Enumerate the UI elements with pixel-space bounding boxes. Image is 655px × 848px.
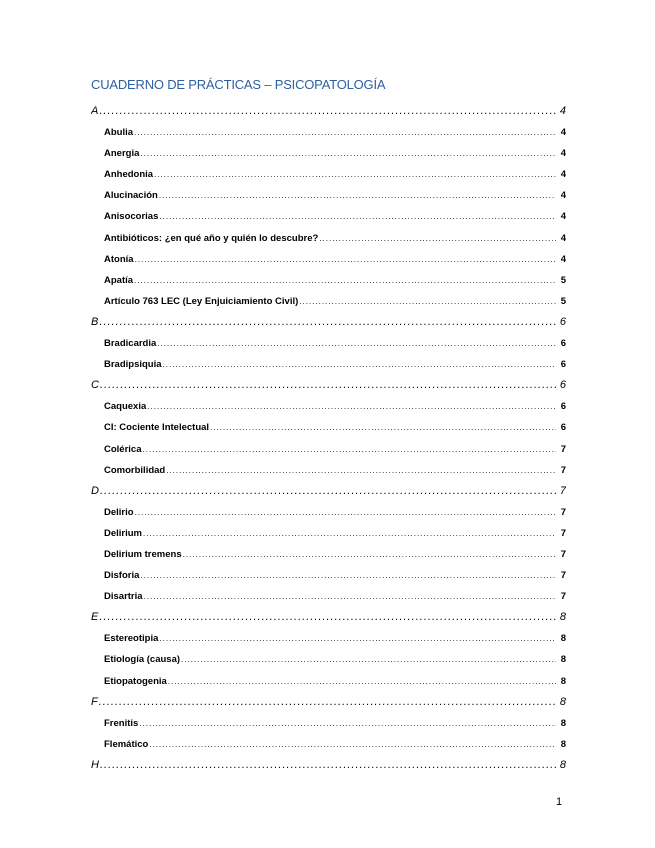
toc-entry-label: D	[91, 484, 99, 497]
toc-dot-leader	[157, 333, 556, 354]
toc-entry-label: Etiopatogenia	[104, 675, 167, 687]
toc-dot-leader	[99, 607, 556, 628]
toc-entry[interactable]	[91, 671, 566, 692]
toc-dot-leader	[159, 185, 556, 206]
toc-entry-label: Disartria	[104, 591, 143, 603]
toc-dot-leader	[99, 692, 556, 713]
toc-entry-label: Comorbilidad	[104, 464, 166, 476]
toc-entry-page: 6	[559, 315, 566, 328]
toc-entry-label: Bradicardia	[104, 338, 157, 350]
toc-entry[interactable]	[91, 460, 566, 481]
toc-dot-leader	[166, 460, 556, 481]
document-title: CUADERNO DE PRÁCTICAS – PSICOPATOLOGÍA	[91, 77, 386, 92]
toc-entry[interactable]	[91, 228, 566, 249]
toc-dot-leader	[140, 565, 556, 586]
toc-entry-page: 6	[560, 359, 566, 371]
toc-entry-page: 7	[560, 527, 566, 539]
toc-entry[interactable]	[91, 333, 566, 354]
toc-entry[interactable]	[91, 291, 566, 312]
toc-entry-label: Apatía	[104, 274, 134, 286]
toc-entry[interactable]	[91, 628, 566, 649]
toc-dot-leader	[147, 396, 556, 417]
toc-dot-leader	[100, 755, 556, 776]
toc-entry-label: CI: Cociente Intelectual	[104, 422, 210, 434]
toc-entry-label: Estereotipia	[104, 633, 159, 645]
toc-entry-page: 7	[560, 548, 566, 560]
toc-entry-label: Bradipsiquia	[104, 359, 162, 371]
toc-entry-page: 7	[559, 484, 566, 497]
toc-dot-leader	[154, 164, 556, 185]
toc-entry-label: Delirio	[104, 506, 134, 518]
toc-entry[interactable]	[91, 586, 566, 607]
toc-entry-page: 4	[560, 127, 566, 139]
toc-entry-label: C	[91, 379, 99, 392]
toc-entry[interactable]	[91, 270, 566, 291]
toc-dot-leader	[139, 713, 556, 734]
toc-entry-page: 4	[560, 211, 566, 223]
toc-entry-page: 4	[560, 253, 566, 265]
toc-entry[interactable]	[91, 649, 566, 670]
toc-section-entry[interactable]	[91, 312, 566, 333]
toc-entry-page: 8	[560, 675, 566, 687]
toc-dot-leader	[144, 586, 556, 607]
toc-entry-label: Abulia	[104, 127, 134, 139]
toc-entry-page: 6	[560, 338, 566, 350]
toc-entry-page: 7	[560, 506, 566, 518]
toc-section-entry[interactable]	[91, 692, 566, 713]
toc-entry[interactable]	[91, 544, 566, 565]
toc-entry-label: Colérica	[104, 443, 142, 455]
toc-entry-page: 4	[560, 169, 566, 181]
toc-entry-label: Delirium tremens	[104, 548, 182, 560]
toc-dot-leader	[163, 354, 556, 375]
toc-dot-leader	[134, 122, 556, 143]
toc-dot-leader	[99, 101, 556, 122]
toc-entry-page: 4	[560, 190, 566, 202]
toc-entry-label: Disforia	[104, 570, 140, 582]
toc-entry-page: 8	[559, 695, 566, 708]
toc-dot-leader	[143, 523, 556, 544]
toc-entry[interactable]	[91, 439, 566, 460]
toc-entry[interactable]	[91, 249, 566, 270]
table-of-contents	[91, 101, 566, 776]
toc-entry[interactable]	[91, 122, 566, 143]
toc-section-entry[interactable]	[91, 375, 566, 396]
toc-entry-page: 7	[560, 443, 566, 455]
toc-dot-leader	[159, 628, 556, 649]
toc-entry[interactable]	[91, 565, 566, 586]
toc-entry[interactable]	[91, 523, 566, 544]
toc-entry-label: Caquexia	[104, 401, 147, 413]
toc-entry-page: 5	[560, 295, 566, 307]
toc-entry-page: 7	[560, 591, 566, 603]
toc-section-entry[interactable]	[91, 101, 566, 122]
toc-entry-page: 6	[560, 401, 566, 413]
toc-entry-page: 8	[559, 758, 566, 771]
toc-entry-page: 8	[560, 738, 566, 750]
toc-entry[interactable]	[91, 713, 566, 734]
toc-entry-label: B	[91, 315, 99, 328]
toc-entry[interactable]	[91, 734, 566, 755]
toc-entry-label: Anisocorias	[104, 211, 159, 223]
toc-dot-leader	[181, 649, 556, 670]
toc-dot-leader	[210, 417, 556, 438]
toc-dot-leader	[135, 249, 556, 270]
toc-entry[interactable]	[91, 354, 566, 375]
page-number: 1	[556, 796, 563, 808]
toc-entry-label: Flemático	[104, 738, 149, 750]
toc-dot-leader	[134, 270, 556, 291]
toc-dot-leader	[159, 206, 556, 227]
toc-entry-label: Anhedonia	[104, 169, 154, 181]
toc-entry-page: 8	[560, 633, 566, 645]
toc-dot-leader	[99, 312, 556, 333]
toc-dot-leader	[149, 734, 556, 755]
toc-entry-page: 6	[559, 379, 566, 392]
toc-entry[interactable]	[91, 185, 566, 206]
toc-entry-label: E	[91, 611, 99, 624]
toc-section-entry[interactable]	[91, 481, 566, 502]
toc-entry-label: Alucinación	[104, 190, 158, 202]
toc-section-entry[interactable]	[91, 607, 566, 628]
toc-entry-label: Atonía	[104, 253, 134, 265]
toc-entry-label: Delirium	[104, 527, 143, 539]
toc-dot-leader	[168, 671, 556, 692]
toc-entry-page: 8	[560, 717, 566, 729]
toc-dot-leader	[135, 502, 556, 523]
toc-entry[interactable]	[91, 502, 566, 523]
toc-entry[interactable]	[91, 143, 566, 164]
toc-entry[interactable]	[91, 396, 566, 417]
toc-dot-leader	[140, 143, 556, 164]
toc-entry-label: A	[91, 105, 99, 117]
toc-entry-page: 5	[560, 274, 566, 286]
toc-entry-label: Anergia	[104, 148, 140, 160]
toc-dot-leader	[299, 291, 556, 312]
toc-entry-page: 7	[560, 464, 566, 476]
toc-entry-label: Frenitis	[104, 717, 139, 729]
toc-entry-page: 8	[560, 654, 566, 666]
toc-entry-page: 4	[560, 148, 566, 160]
toc-section-entry[interactable]	[91, 755, 566, 776]
toc-dot-leader	[143, 439, 557, 460]
toc-dot-leader	[183, 544, 556, 565]
toc-entry-page: 4	[560, 232, 566, 244]
toc-entry-page: 8	[559, 611, 566, 624]
toc-entry-label: F	[91, 695, 98, 708]
toc-entry-page: 6	[560, 422, 566, 434]
toc-entry-page: 4	[559, 105, 566, 117]
toc-entry-label: Antibióticos: ¿en qué año y quién lo descubre?	[104, 232, 319, 244]
toc-entry[interactable]	[91, 417, 566, 438]
toc-entry[interactable]	[91, 206, 566, 227]
toc-entry-label: Etiología (causa)	[104, 654, 181, 666]
toc-dot-leader	[100, 375, 556, 396]
toc-dot-leader	[319, 228, 556, 249]
toc-entry[interactable]	[91, 164, 566, 185]
toc-entry-label: Artículo 763 LEC (Ley Enjuiciamiento Civil)	[104, 295, 299, 307]
toc-entry-page: 7	[560, 570, 566, 582]
toc-dot-leader	[100, 481, 556, 502]
toc-entry-label: H	[91, 758, 99, 771]
